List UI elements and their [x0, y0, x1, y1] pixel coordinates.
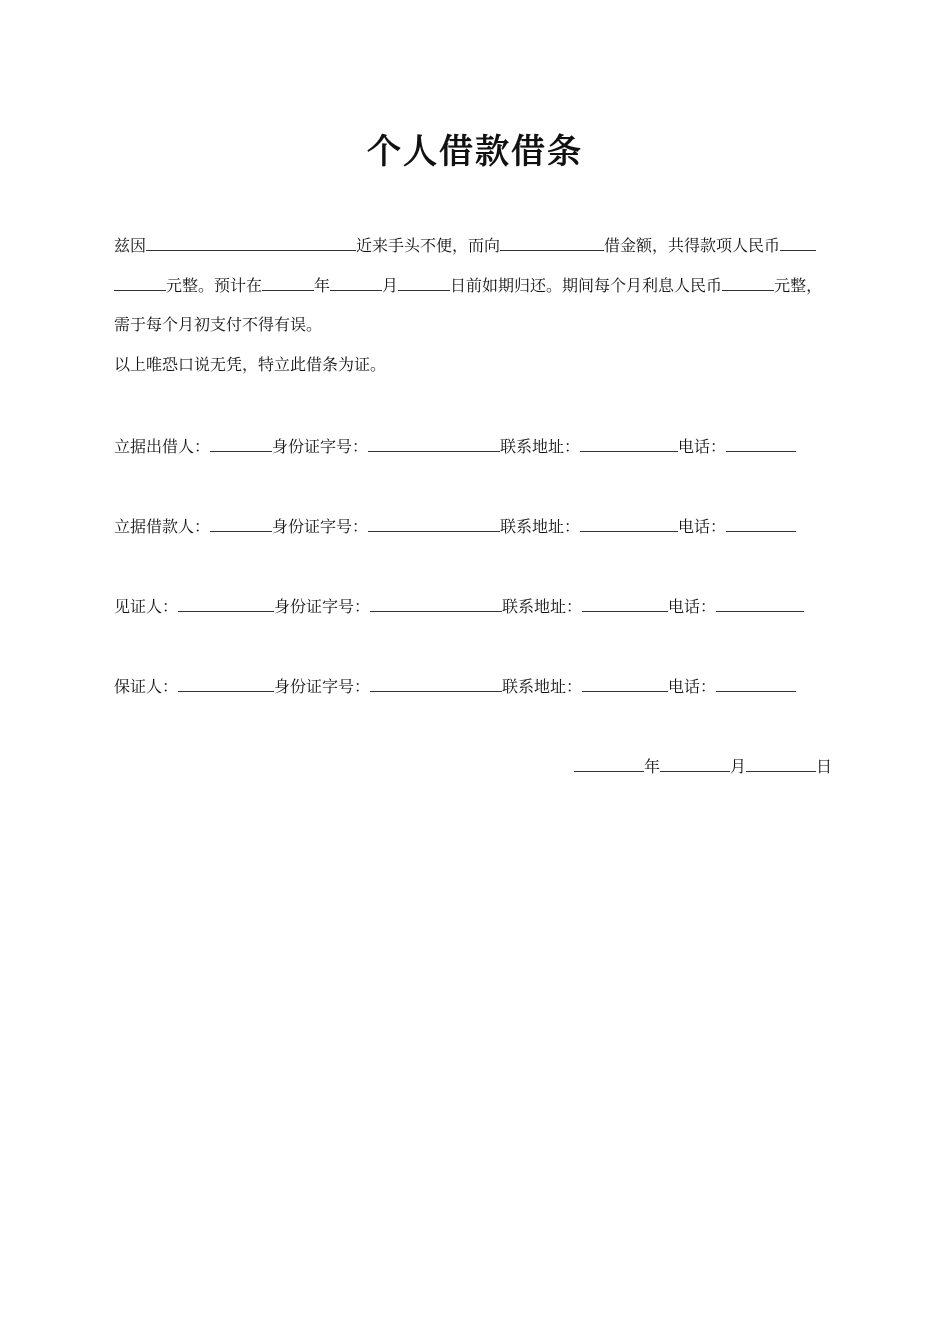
interest-blank[interactable] — [722, 275, 774, 291]
phone-label: 电话： — [678, 437, 727, 456]
date-month-label: 月 — [730, 757, 747, 776]
id-number-blank[interactable] — [368, 436, 500, 452]
address-blank[interactable] — [580, 436, 678, 452]
address-label: 联系地址： — [500, 517, 581, 536]
address-label: 联系地址： — [502, 677, 583, 696]
id-label: 身份证字号： — [272, 437, 369, 456]
signature-row-witness — [114, 596, 804, 617]
lender-name-blank[interactable] — [500, 235, 604, 251]
role-name-blank[interactable] — [210, 436, 272, 452]
id-number-blank[interactable] — [370, 596, 502, 612]
role-label: 立据借款人： — [114, 517, 211, 536]
phone-label: 电话： — [678, 517, 727, 536]
repay-year-blank[interactable] — [262, 275, 314, 291]
date-day-blank[interactable] — [746, 756, 816, 772]
phone-label: 电话： — [668, 597, 717, 616]
address-label: 联系地址： — [500, 437, 581, 456]
date-day-label: 日 — [816, 757, 833, 776]
body-text: 近来手头不便，而向 — [356, 236, 501, 255]
amount-blank-start[interactable] — [780, 235, 816, 251]
body-text: 兹因 — [114, 236, 147, 255]
body-paragraph-4: 以上唯恐口说无凭，特立此借条为证。 — [114, 355, 387, 374]
page-title: 个人借款借条 — [367, 132, 583, 172]
id-number-blank[interactable] — [370, 676, 502, 692]
role-name-blank[interactable] — [210, 516, 272, 532]
phone-blank[interactable] — [716, 596, 804, 612]
phone-blank[interactable] — [726, 516, 796, 532]
role-label: 立据出借人： — [114, 437, 211, 456]
id-number-blank[interactable] — [368, 516, 500, 532]
amount-blank-end[interactable] — [114, 275, 166, 291]
role-name-blank[interactable] — [178, 596, 274, 612]
role-name-blank[interactable] — [178, 676, 274, 692]
body-text: 年 — [314, 276, 331, 295]
role-label: 保证人： — [114, 677, 179, 696]
repay-month-blank[interactable] — [330, 275, 382, 291]
id-label: 身份证字号： — [274, 597, 371, 616]
id-label: 身份证字号： — [272, 517, 369, 536]
address-blank[interactable] — [580, 516, 678, 532]
body-text: 元整， — [774, 276, 823, 295]
phone-blank[interactable] — [716, 676, 796, 692]
date-year-label: 年 — [644, 757, 661, 776]
phone-blank[interactable] — [726, 436, 796, 452]
address-blank[interactable] — [582, 676, 668, 692]
signature-row-borrower — [114, 516, 796, 537]
body-paragraph-3: 需于每个月初支付不得有误。 — [114, 315, 323, 334]
repay-day-blank[interactable] — [398, 275, 450, 291]
body-text: 日前如期归还。期间每个月利息人民币 — [450, 276, 723, 295]
date-line — [574, 756, 832, 777]
role-label: 见证人： — [114, 597, 179, 616]
date-year-blank[interactable] — [574, 756, 644, 772]
date-month-blank[interactable] — [660, 756, 730, 772]
body-paragraph-2 — [114, 275, 822, 296]
body-text: 借金额，共得款项人民币 — [604, 236, 781, 255]
body-text: 元整。预计在 — [166, 276, 263, 295]
address-label: 联系地址： — [502, 597, 583, 616]
signature-row-lender — [114, 436, 796, 457]
signature-row-guarantor — [114, 676, 796, 697]
phone-label: 电话： — [668, 677, 717, 696]
id-label: 身份证字号： — [274, 677, 371, 696]
address-blank[interactable] — [582, 596, 668, 612]
body-text: 月 — [382, 276, 399, 295]
reason-blank[interactable] — [146, 235, 356, 251]
body-paragraph-1 — [114, 235, 816, 256]
